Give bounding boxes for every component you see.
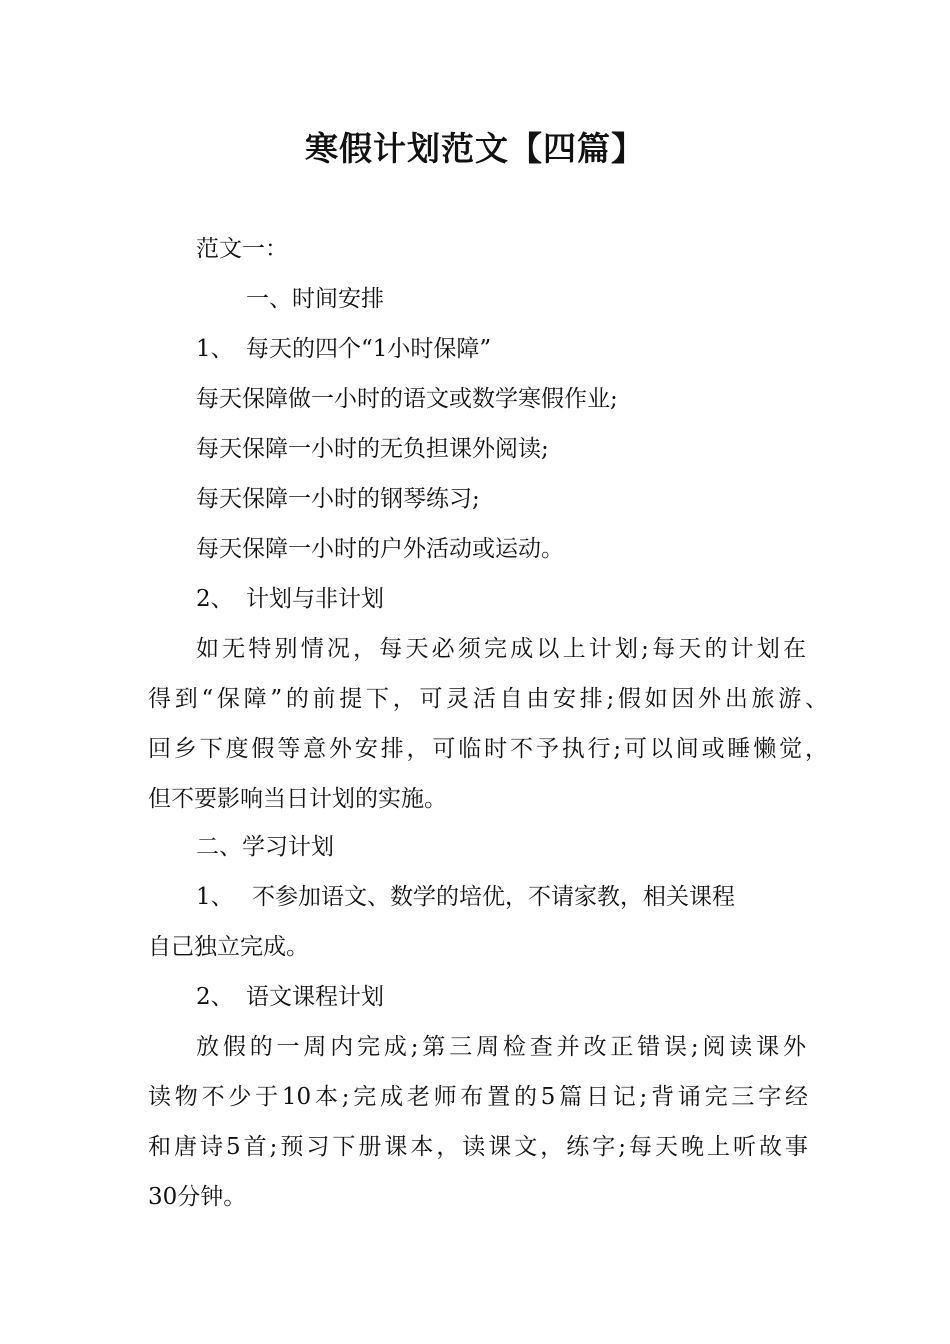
document-title: 寒假计划范文【四篇】 bbox=[305, 129, 645, 168]
guarantee-line: 每天保障一小时的户外活动或运动。 bbox=[196, 536, 564, 562]
item-number: 1、 bbox=[196, 884, 234, 910]
item-heading-four-guarantees bbox=[196, 332, 876, 366]
item-number: 2、 bbox=[196, 586, 234, 612]
paragraph-line: 和唐诗5首;预习下册课本，读课文，练字;每天晚上听故事 bbox=[148, 1134, 808, 1160]
paragraph-line: 读物不少于10本;完成老师布置的5篇日记;背诵完三字经 bbox=[148, 1084, 808, 1110]
paragraph-line: 自己独立完成。 bbox=[148, 934, 309, 960]
paragraph-line: 放假的一周内完成;第三周检查并改正错误;阅读课外 bbox=[196, 1034, 806, 1060]
essay-label: 范文一： bbox=[196, 236, 288, 262]
section-heading-time-arrangement: 一、时间安排 bbox=[246, 286, 384, 312]
item-heading-plan-and-nonplan bbox=[196, 582, 876, 616]
paragraph-line: 但不要影响当日计划的实施。 bbox=[148, 786, 447, 812]
item-heading-text: 每天的四个“1小时保障” bbox=[246, 336, 492, 362]
paragraph-line: 不参加语文、数学的培优，不请家教，相关课程 bbox=[252, 884, 735, 910]
paragraph-line: 30分钟。 bbox=[148, 1184, 247, 1210]
paragraph-line: 回乡下度假等意外安排，可临时不予执行;可以间或睡懒觉， bbox=[148, 736, 828, 762]
paragraph-line: 如无特别情况，每天必须完成以上计划;每天的计划在 bbox=[196, 636, 806, 662]
paragraph-line: 得到“保障”的前提下，可灵活自由安排;假如因外出旅游、 bbox=[148, 686, 828, 712]
guarantee-line: 每天保障一小时的无负担课外阅读; bbox=[196, 436, 549, 462]
section-heading-study-plan: 二、学习计划 bbox=[196, 834, 334, 860]
study-item-1 bbox=[196, 880, 806, 914]
guarantee-line: 每天保障做一小时的语文或数学寒假作业; bbox=[196, 386, 618, 412]
item-heading-text: 计划与非计划 bbox=[246, 586, 384, 612]
item-heading-text: 语文课程计划 bbox=[246, 984, 384, 1010]
guarantee-line: 每天保障一小时的钢琴练习; bbox=[196, 486, 480, 512]
item-number: 1、 bbox=[196, 336, 234, 362]
item-number: 2、 bbox=[196, 984, 234, 1010]
item-heading-chinese-plan bbox=[196, 980, 876, 1014]
